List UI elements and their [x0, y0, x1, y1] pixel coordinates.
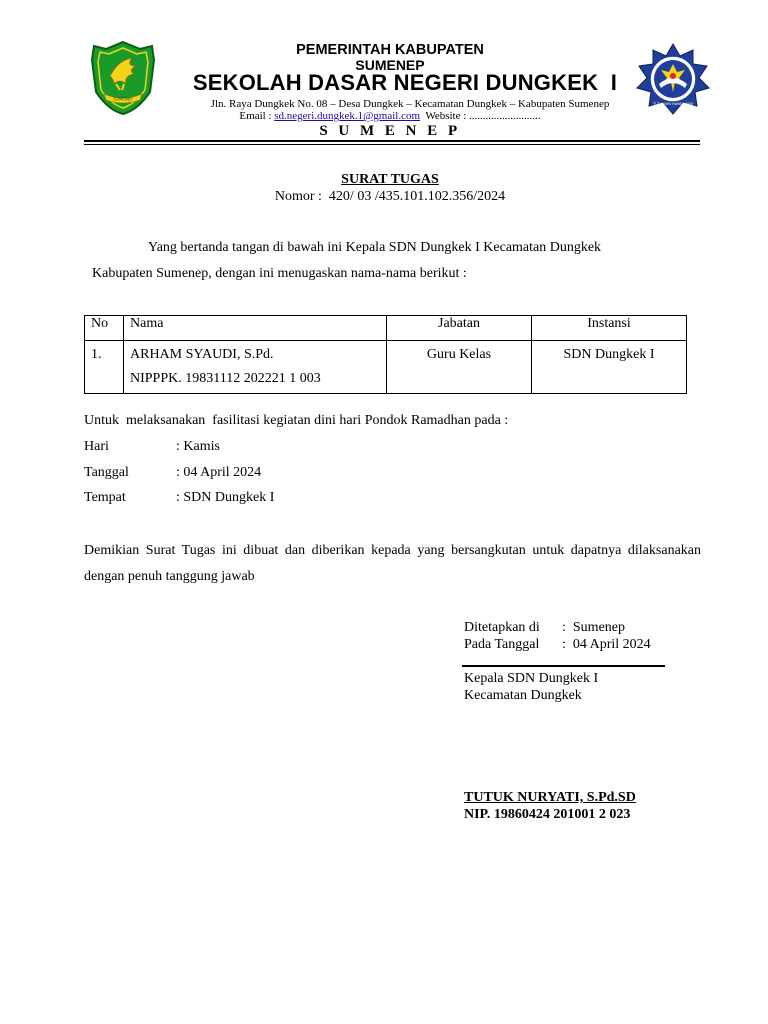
contact-line: [160, 110, 620, 122]
signer-position-line-2: Kecamatan Dungkek: [464, 688, 582, 703]
letter-title: SURAT TUGAS: [341, 172, 439, 187]
cell-jabatan: Guru Kelas: [387, 341, 532, 394]
regency-logo-icon: [90, 40, 156, 116]
header-instansi: Instansi: [532, 316, 687, 341]
date-label: Tanggal: [84, 465, 129, 480]
school-address: Jln. Raya Dungkek No. 08 – Desa Dungkek – Kecamatan Dungkek – Kabupaten Sumenep: [210, 98, 610, 110]
opening-paragraph: [84, 235, 700, 287]
purpose-text: Untuk melaksanakan fasilitasi kegiatan dini hari Pondok Ramadhan pada :: [84, 413, 509, 428]
signature-divider: [462, 665, 665, 667]
issued-date: [464, 637, 651, 653]
cell-nama: [124, 341, 387, 394]
issued-place-label: Ditetapkan di: [464, 620, 540, 635]
email-label: Email :: [239, 110, 275, 122]
tut-wuri-handayani-logo-icon: [633, 42, 713, 116]
regency-name: SUMENEP: [355, 57, 425, 73]
place-label: Tempat: [84, 490, 126, 505]
cell-instansi: SDN Dungkek I: [532, 341, 687, 394]
place-value: : SDN Dungkek I: [176, 490, 275, 505]
header-nama: Nama: [124, 316, 387, 341]
letter-number: Nomor : 420/ 03 /435.101.102.356/2024: [274, 189, 506, 204]
issued-place: [464, 620, 625, 636]
issued-date-value: : 04 April 2024: [562, 637, 651, 652]
signer-name: TUTUK NURYATI, S.Pd.SD: [464, 790, 636, 805]
letterhead-divider-thick: [84, 140, 700, 142]
day-value: : Kamis: [176, 439, 220, 454]
school-name: SEKOLAH DASAR NEGERI DUNGKEK I: [192, 70, 618, 95]
issued-place-value: : Sumenep: [562, 620, 625, 635]
email-link[interactable]: sd.negeri.dungkek.1@gmail.com: [274, 110, 421, 122]
government-name: PEMERINTAH KABUPATEN: [296, 42, 484, 58]
city-heading: S U M E N E P: [319, 123, 461, 139]
detail-date: [84, 465, 261, 481]
opening-line-1: Yang bertanda tangan di bawah ini Kepala SDN Dungkek I Kecamatan Dungkek: [148, 240, 602, 255]
closing-paragraph: Demikian Surat Tugas ini dibuat dan diberikan kepada yang bersangkutan untuk dapatnya dilaksanakan dengan penuh tanggung jawab: [84, 543, 701, 584]
cell-no: 1.: [85, 341, 124, 394]
detail-day: [84, 439, 220, 455]
assigned-staff-table: [84, 315, 687, 394]
website-label: Website : ..........................: [420, 110, 541, 122]
header-jabatan: Jabatan: [387, 316, 532, 341]
regency-logo-text: SUMENEP: [113, 96, 133, 102]
issued-date-label: Pada Tanggal: [464, 637, 540, 652]
letterhead-divider-thin: [84, 144, 700, 145]
signer-nip: NIP. 19860424 201001 2 023: [464, 807, 631, 822]
staff-name: ARHAM SYAUDI, S.Pd.: [130, 347, 274, 362]
detail-place: [84, 490, 274, 506]
signer-position-line-1: Kepala SDN Dungkek I: [464, 671, 599, 686]
tut-wuri-logo-text: TUT WURI HANDAYANI: [653, 102, 693, 106]
header-no: No: [85, 316, 124, 341]
opening-line-2: Kabupaten Sumenep, dengan ini menugaskan nama-nama berikut :: [92, 266, 467, 281]
table-header-row: [85, 316, 687, 341]
date-value: : 04 April 2024: [176, 465, 262, 480]
table-row: [85, 341, 687, 394]
day-label: Hari: [84, 439, 109, 454]
staff-id: NIPPPK. 19831112 202221 1 003: [130, 371, 321, 386]
